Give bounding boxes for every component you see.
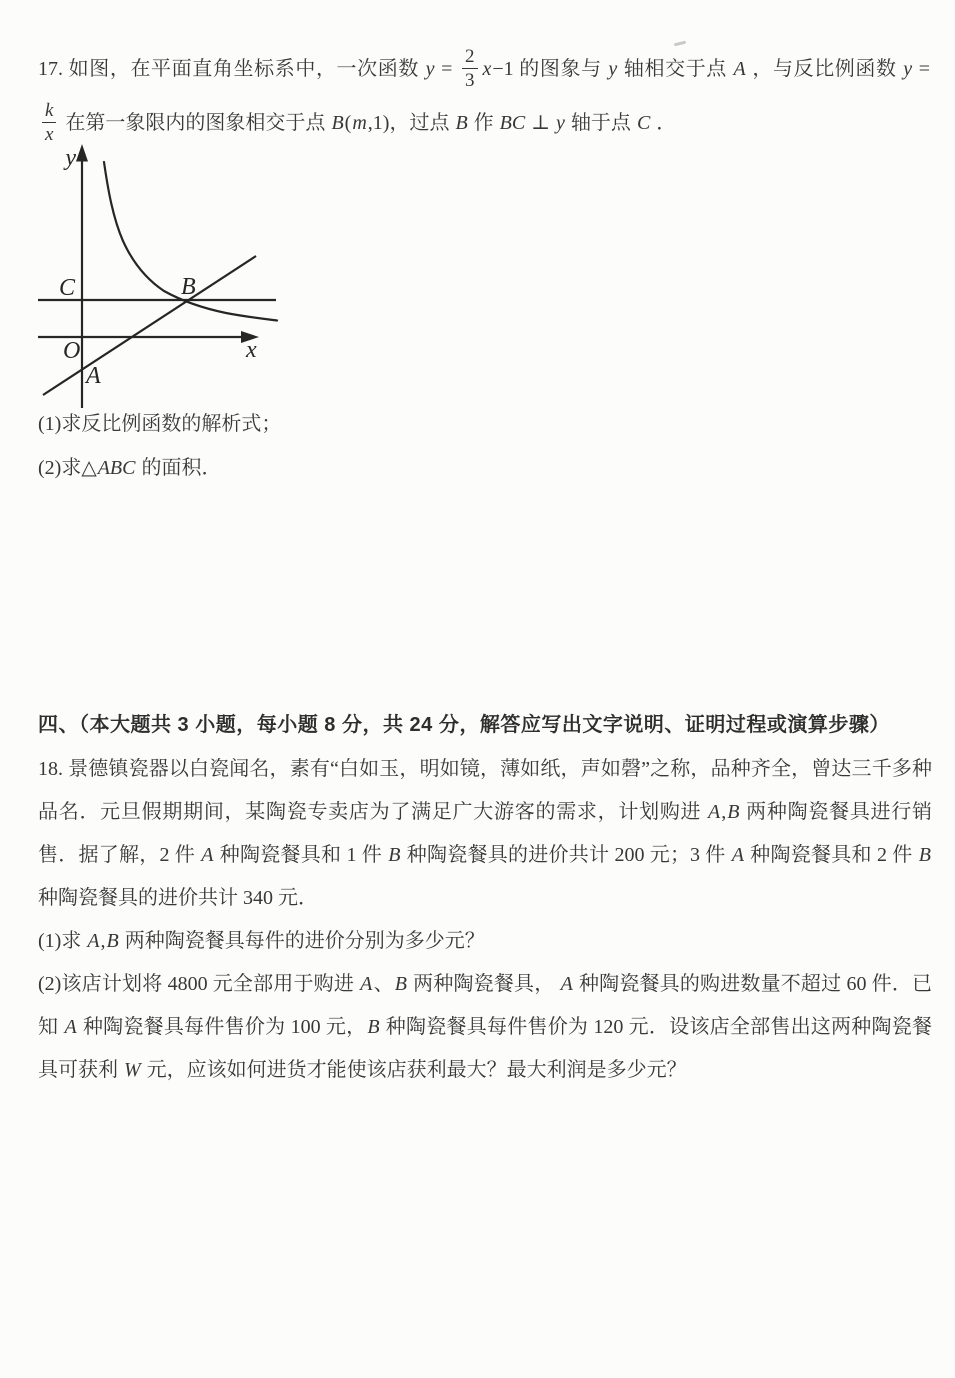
text-run: 在第一象限内的图象相交于点 bbox=[60, 112, 331, 134]
question-17-part-1 bbox=[38, 404, 930, 444]
text-run: , bbox=[100, 930, 106, 952]
text-run: 种陶瓷餐具的购进数量不超过 60 件．已知 bbox=[38, 973, 933, 1038]
text-run: (2)该店计划将 4800 元全部用于购进 bbox=[38, 973, 360, 995]
coordinate-figure-svg bbox=[30, 142, 330, 410]
math-var: x bbox=[482, 58, 492, 80]
text-run: 、 bbox=[373, 973, 394, 995]
math-var: A bbox=[201, 844, 214, 866]
text-run: 轴于点 bbox=[565, 112, 636, 134]
text-run: 种陶瓷餐具和 1 件 bbox=[214, 844, 388, 866]
math-var: B bbox=[106, 930, 119, 952]
text-run: = bbox=[913, 58, 931, 80]
section-four-header: 四、（本大题共 3 小题，每小题 8 分，共 24 分，解答应写出文字说明、证明过程或演算步骤） bbox=[38, 714, 890, 736]
question-17-figure bbox=[30, 142, 330, 410]
text-run: 种陶瓷餐具和 2 件 bbox=[745, 844, 918, 866]
math-var: B bbox=[367, 1016, 380, 1038]
figure-label-origin: O bbox=[63, 338, 81, 364]
math-var: A bbox=[731, 844, 745, 866]
text-run: 轴相交于点 bbox=[618, 58, 733, 80]
math-var: y bbox=[556, 112, 565, 134]
text-run: (1)求 bbox=[38, 930, 87, 952]
text-run: 18. 景德镇瓷器以白瓷闻名，素有“白如玉，明如镜，薄如纸，声如磬”之称，品种齐全，曾达三千多种品名．元旦假期期间，某陶瓷专卖店为了满足广大游客的需求，计划购进 bbox=[38, 758, 932, 823]
text-run: 种陶瓷餐具每件售价为 120 元．设该店全部售出这两种陶瓷餐具可获利 bbox=[38, 1016, 933, 1081]
text-run: ,1)，过点 bbox=[367, 112, 455, 134]
text-run: 种陶瓷餐具每件售价为 100 元， bbox=[77, 1016, 367, 1038]
figure-label-point-b: B bbox=[181, 274, 196, 300]
math-var: BC bbox=[499, 112, 526, 134]
figure-label-point-a: A bbox=[86, 363, 101, 389]
question-18 bbox=[38, 748, 932, 1092]
math-var: A bbox=[733, 58, 746, 80]
math-var: B bbox=[727, 801, 740, 823]
figure-label-x: x bbox=[246, 337, 257, 363]
math-var: W bbox=[124, 1059, 141, 1081]
text-run: 种陶瓷餐具的进价共计 200 元；3 件 bbox=[401, 844, 731, 866]
text-run: 的面积． bbox=[136, 457, 222, 479]
text-run: ( bbox=[344, 112, 352, 134]
math-var: B bbox=[394, 973, 407, 995]
math-var: y bbox=[425, 58, 435, 80]
math-var: A bbox=[64, 1016, 77, 1038]
text-run: 两种陶瓷餐具进行销售．据了解，2 件 bbox=[38, 801, 933, 866]
math-var: A bbox=[360, 973, 373, 995]
text-run: 元，应该如何进货才能使该店获利最大？最大利润是多少元？ bbox=[141, 1059, 687, 1081]
text-run: 两种陶瓷餐具每件的进价分别为多少元？ bbox=[119, 930, 485, 952]
math-var: y bbox=[608, 58, 618, 80]
text-run: 作 bbox=[468, 112, 499, 134]
math-var: B bbox=[918, 844, 932, 866]
text-run: −1 的图象与 bbox=[492, 58, 608, 80]
math-var: y bbox=[903, 58, 913, 80]
text-run: 17. 如图，在平面直角坐标系中，一次函数 bbox=[38, 58, 425, 80]
math-var: B bbox=[388, 844, 401, 866]
text-run: (2)求△ bbox=[38, 457, 97, 479]
text-run: ，与反比例函数 bbox=[746, 58, 903, 80]
math-var: A bbox=[87, 930, 100, 952]
text-run: 种陶瓷餐具的进价共计 340 元． bbox=[38, 887, 318, 909]
math-var: B bbox=[455, 112, 468, 134]
text-run: (1)求反比例函数的解析式； bbox=[38, 413, 282, 435]
question-18-part-2 bbox=[38, 963, 932, 1092]
text-run: ． bbox=[651, 112, 677, 134]
text-run: = bbox=[435, 58, 459, 80]
question-18-part-1 bbox=[38, 920, 932, 963]
math-var: A bbox=[560, 973, 573, 995]
question-18-text bbox=[38, 748, 932, 920]
text-run: , bbox=[721, 801, 727, 823]
math-var: m bbox=[352, 112, 367, 134]
math-var: A bbox=[708, 801, 721, 823]
text-run: 两种陶瓷餐具， bbox=[407, 973, 560, 995]
math-var: ABC bbox=[97, 457, 136, 479]
figure-label-point-c: C bbox=[59, 275, 76, 301]
figure-label-y: y bbox=[65, 145, 76, 171]
question-17-part-2 bbox=[38, 448, 930, 488]
fraction: $\frac{k}{x}$ bbox=[42, 100, 56, 146]
fraction: $\frac{2}{3}$ bbox=[462, 46, 478, 92]
math-var: C bbox=[636, 112, 651, 134]
math-var: B bbox=[331, 112, 344, 134]
y-axis-arrow-icon bbox=[76, 144, 88, 162]
question-17-text bbox=[38, 42, 930, 150]
text-run: ⊥ bbox=[526, 112, 556, 134]
